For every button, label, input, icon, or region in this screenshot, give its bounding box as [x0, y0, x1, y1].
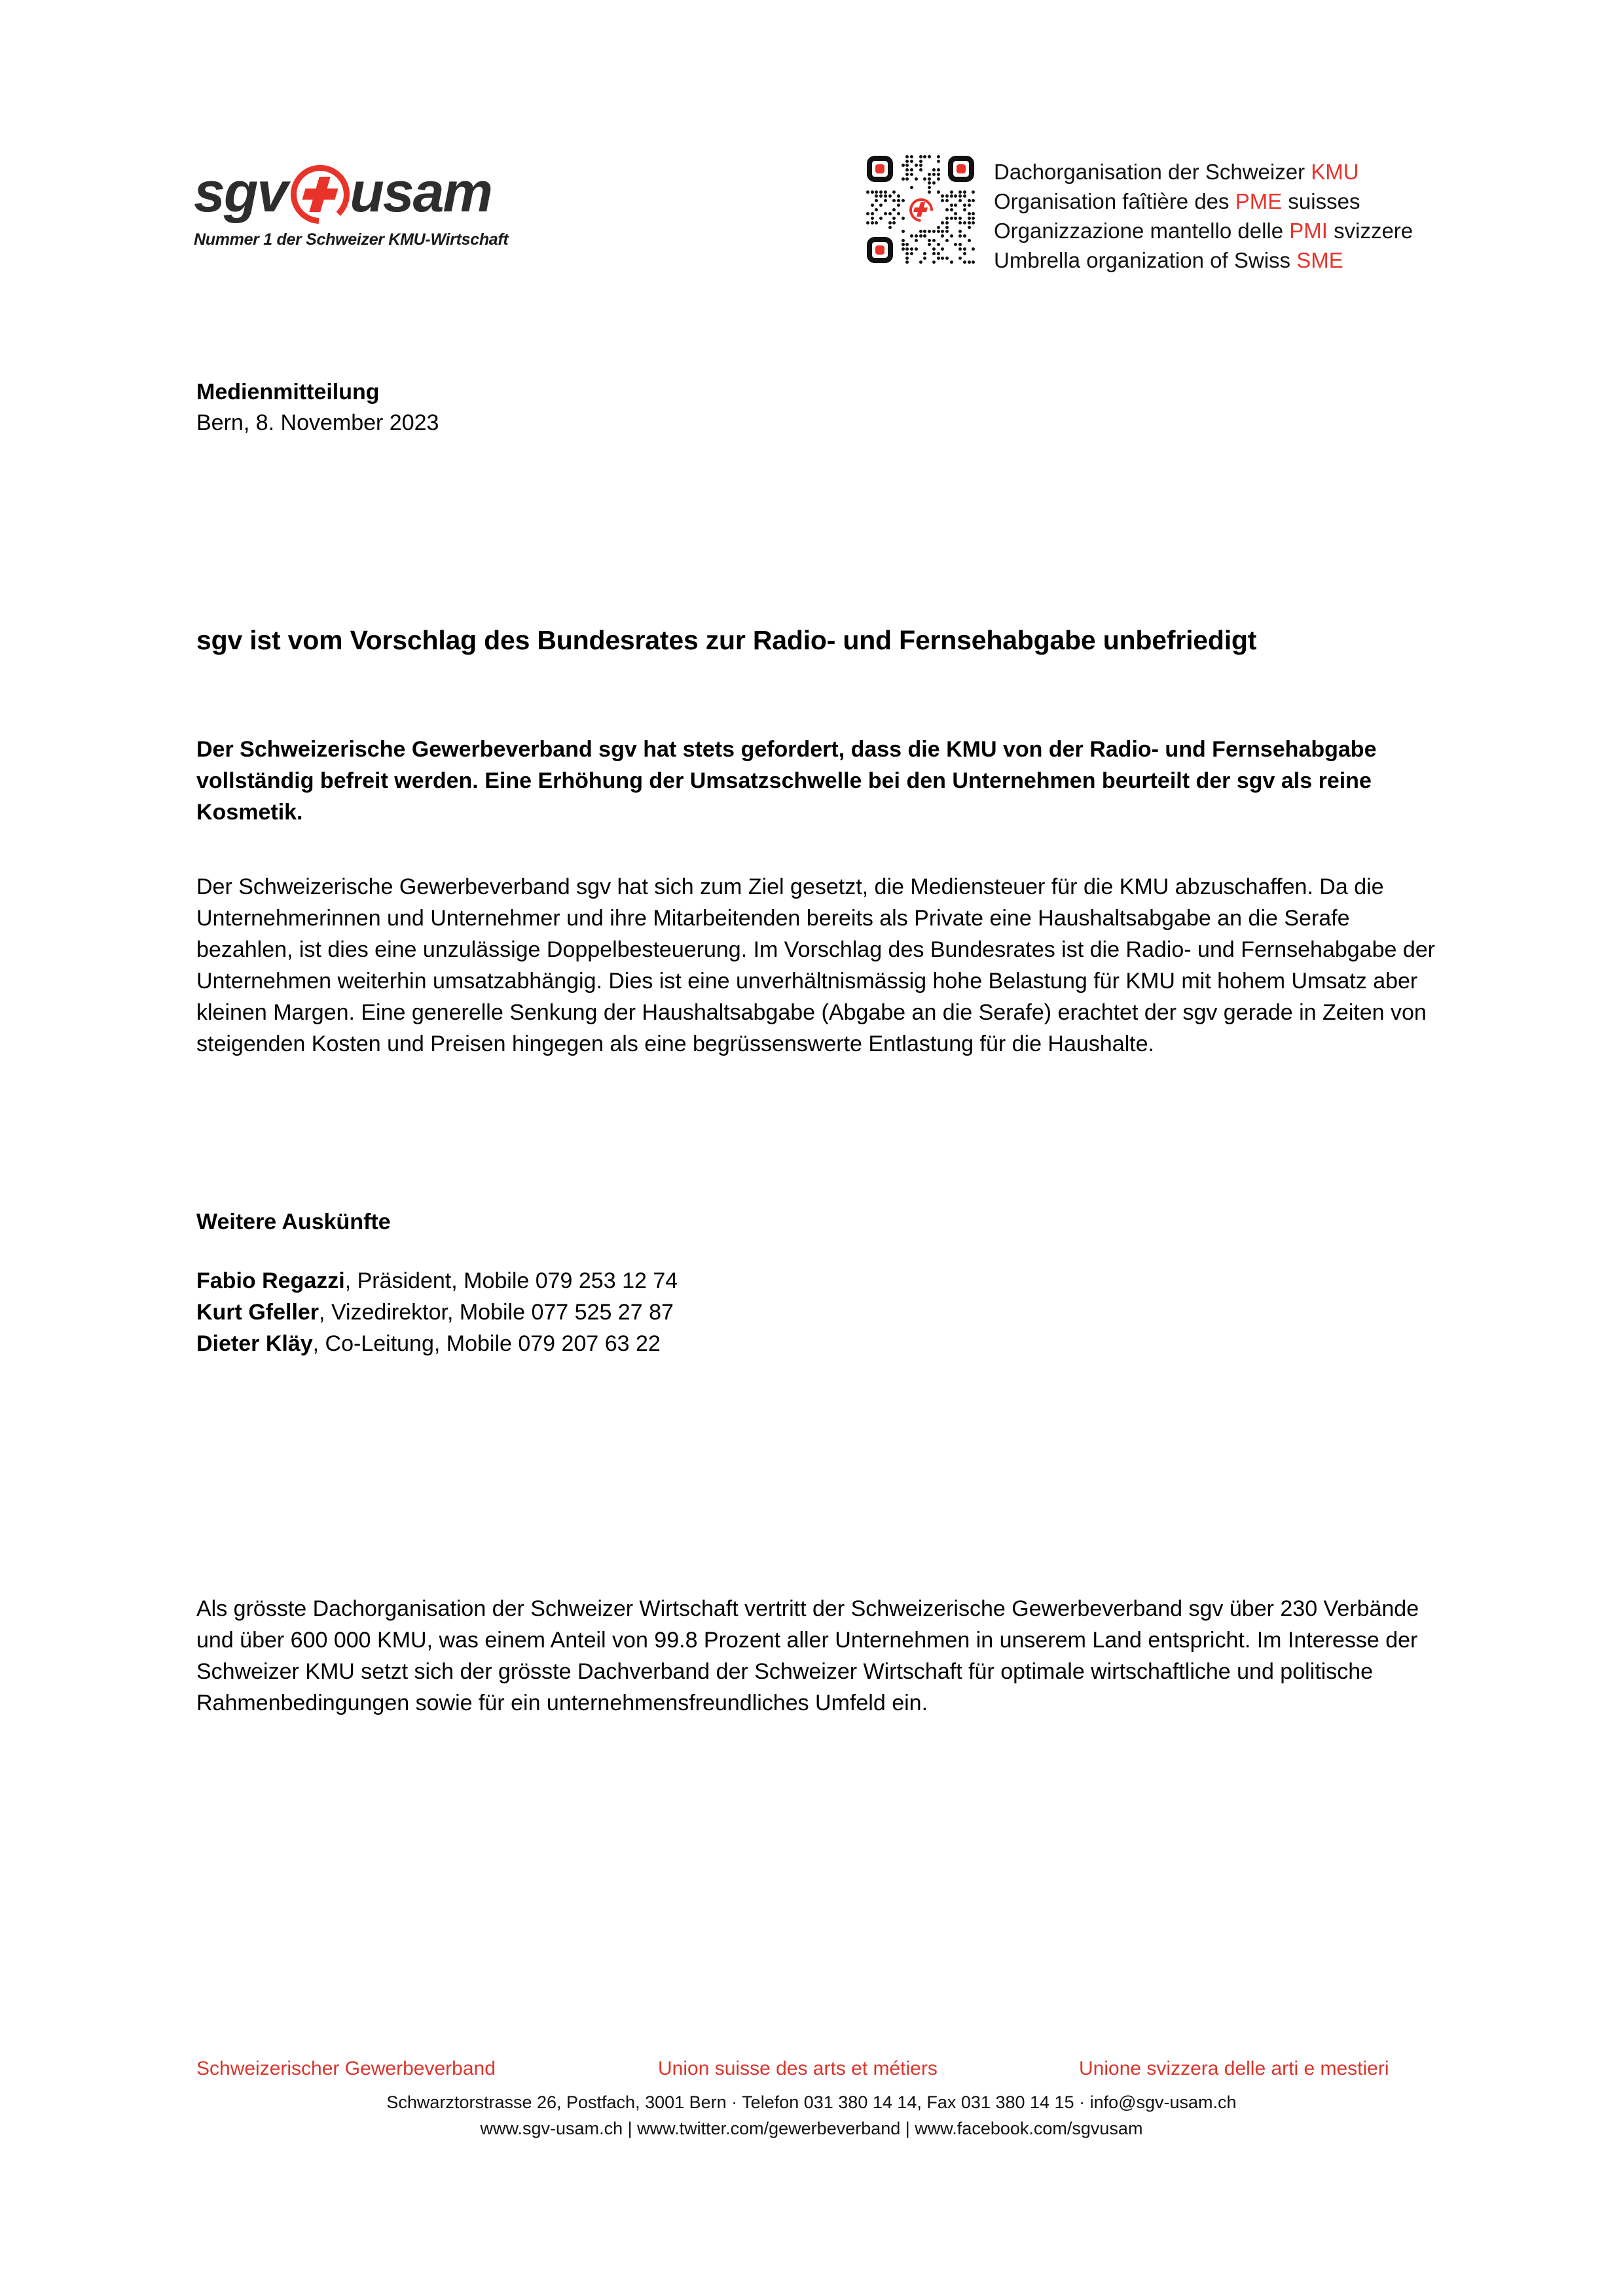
contact-details: , Co-Leitung, Mobile 079 207 63 22 [312, 1331, 661, 1356]
boilerplate-paragraph: Als grösste Dachorganisation der Schweizer Wirtschaft vertritt der Schweizerische Gewerbeverband sgv über 230 Verbände und über 600 000 KMU, was einem Anteil von 99.8 Prozent aller Unternehmen in unserem Land entspricht. Im Interesse der Schweizer KMU setzt sich der grösste Dachverband der Schweizer Wirtschaft für optimale wirtschaftliche und politische Rahmenbedingungen sowie für ein unternehmensfreundliches Umfeld ein. [196, 1596, 1419, 1715]
lang-text-suffix: svizzere [1327, 219, 1413, 243]
page-title: sgv ist vom Vorschlag des Bundesrates zur Radio- und Fernsehabgabe unbefriedigt [196, 625, 1257, 656]
contact-row [196, 1297, 678, 1328]
lead-paragraph: Der Schweizerische Gewerbeverband sgv hat stets gefordert, dass die KMU von der Radio- und Fernsehabgabe vollständig befreit werden. Eine Erhöhung der Umsatzschwelle bei den Unternehmen beurteilt der sgv als reine Kosmetik. [196, 737, 1377, 825]
lang-text: Dachorganisation der Schweizer [994, 160, 1311, 184]
contact-name: Fabio Regazzi [196, 1268, 345, 1293]
contact-name: Dieter Kläy [196, 1331, 313, 1356]
logo-word-sgv: sgv [194, 161, 287, 224]
qr-code-icon [866, 154, 976, 264]
contact-details: , Vizedirektor, Mobile 077 525 27 87 [319, 1300, 674, 1325]
logo-wordmark [194, 162, 560, 223]
body-paragraph: Der Schweizerische Gewerbeverband sgv hat sich zum Ziel gesetzt, die Mediensteuer für die KMU abzuschaffen. Da die Unternehmerinnen und Unternehmer und ihre Mitarbeitenden bereits als Private eine Haushaltsabgabe an die Serafe bezahlen, ist dies eine unzulässige Doppelbesteuerung. Im Vorschlag des Bundesrates ist die Radio- und Fernsehabgabe der Unternehmen weiterhin umsatzabhängig. Dies ist eine unverhältnismässig hohe Belastung für KMU mit hohem Umsatz aber kleinen Margen. Eine generelle Senkung der Haushaltsabgabe (Abgabe an die Serafe) erachtet der sgv gerade in Zeiten von steigenden Kosten und Preisen hingegen als eine begrüssenswerte Entlastung für die Haushalte. [196, 874, 1435, 1056]
organization-description-line [994, 187, 1413, 216]
lang-accent-term: PMI [1289, 219, 1328, 243]
sgv-usam-emblem-icon [291, 165, 346, 220]
organization-descriptions [994, 154, 1413, 275]
document-type-label: Medienmitteilung [196, 380, 380, 404]
sgv-usam-logo [194, 162, 560, 249]
lang-text: Umbrella organization of Swiss [994, 248, 1297, 272]
page-footer [0, 2055, 1623, 2142]
footer-web-line: www.sgv-usam.ch | www.twitter.com/gewerbeverband | www.facebook.com/sgvusam [480, 2119, 1143, 2138]
organization-description-line [994, 216, 1413, 245]
lang-accent-term: PME [1235, 189, 1283, 213]
footer-org-fr: Union suisse des arts et métiers [658, 2058, 938, 2079]
contacts-list [196, 1265, 678, 1359]
organization-description-line [994, 245, 1413, 275]
header-right-block [866, 154, 1413, 275]
contact-name: Kurt Gfeller [196, 1300, 319, 1325]
lang-text-suffix: suisses [1282, 189, 1360, 213]
qr-center-logo-icon [905, 194, 936, 225]
contacts-heading: Weitere Auskünfte [196, 1210, 391, 1234]
contact-row [196, 1328, 678, 1359]
lang-accent-term: SME [1296, 248, 1343, 272]
footer-org-de: Schweizerischer Gewerbeverband [196, 2058, 496, 2079]
organization-description-line [994, 157, 1413, 187]
lang-text: Organizzazione mantello delle [994, 219, 1290, 243]
lang-text: Organisation faîtière des [994, 189, 1235, 213]
logo-tagline: Nummer 1 der Schweizer KMU-Wirtschaft [194, 230, 509, 249]
logo-word-usam: usam [350, 161, 492, 224]
contact-details: , Präsident, Mobile 079 253 12 74 [344, 1268, 678, 1293]
dateline: Bern, 8. November 2023 [196, 410, 439, 435]
page-header [0, 0, 1623, 281]
lang-accent-term: KMU [1311, 160, 1359, 184]
footer-address-line: Schwarztorstrasse 26, Postfach, 3001 Bern · Telefon 031 380 14 14, Fax 031 380 14 15 · info@sgv-usam.ch [386, 2092, 1237, 2112]
contact-row [196, 1265, 678, 1297]
footer-org-it: Unione svizzera delle arti e mestieri [1079, 2058, 1389, 2079]
footer-organization-names [0, 2055, 1623, 2089]
